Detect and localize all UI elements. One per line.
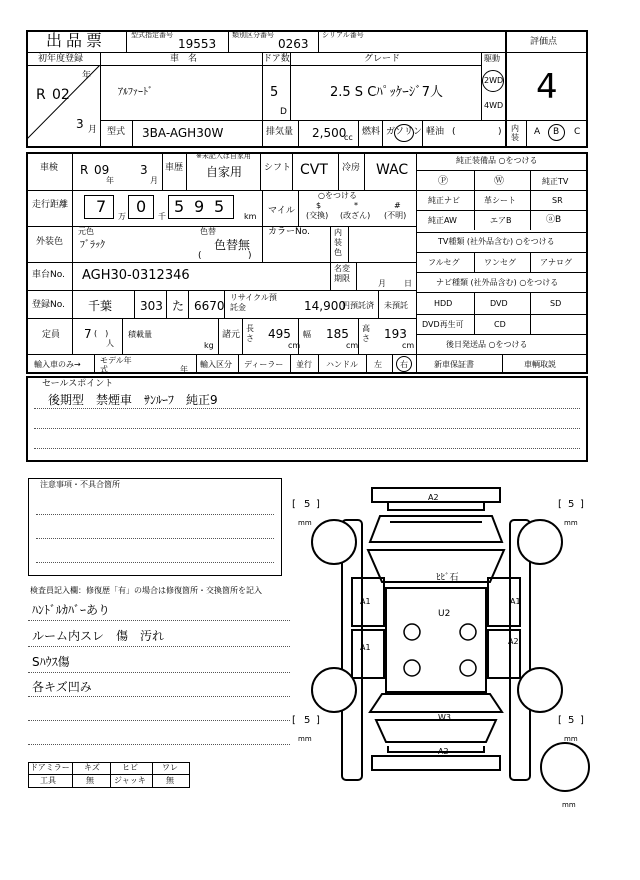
mark-a1-left-top: A1: [360, 597, 371, 606]
katashiki-label: 型式指定番号: [131, 31, 173, 39]
car-name-value: ｱﾙﾌｧｰﾄﾞ: [118, 87, 153, 98]
tire-fl-value: 5: [304, 499, 311, 510]
katashiki-value: 19553: [178, 37, 217, 51]
color-no-label: カラーNo.: [268, 227, 310, 237]
caution-label: 注意事項・不具合箇所: [40, 480, 120, 489]
note-line-1: ﾊﾝﾄﾞﾙｶﾊﾞｰあり: [32, 603, 111, 617]
genuine-label: 純正装備品 ○をつける: [456, 156, 538, 165]
first-reg-year: 02: [52, 87, 70, 103]
height-value: 193: [384, 327, 407, 341]
mark-a2-top: A2: [428, 493, 439, 502]
mark-a2-right: A2: [508, 637, 519, 646]
first-reg-era: R: [36, 87, 46, 103]
serial-label: シリアル番号: [322, 31, 364, 39]
mileage-digit-3: 5: [174, 197, 185, 216]
score-value: 4: [536, 67, 558, 107]
plate-num: 6670: [194, 299, 225, 313]
later-label: 後日発送品 ○をつける: [446, 340, 528, 349]
car-name-label: 車 名: [170, 54, 198, 64]
mark-u2: U2: [438, 609, 451, 619]
inspector-label: 検査員記入欄：修復歴「有」の場合は修復箇所・交換箇所を記入: [30, 586, 262, 595]
shaken-year: 09: [94, 163, 110, 177]
fuel-gas: ガソリン: [386, 127, 423, 137]
note-line-4: 各キズ凹み: [32, 680, 92, 694]
form-title: 出品票: [46, 31, 107, 50]
mileage-digit-2: 0: [136, 197, 147, 216]
mileage-digit-4: 9: [194, 197, 205, 216]
recycle-label: リサイクル預託金: [230, 293, 277, 312]
grade-value: 2.5 S Cﾊﾟｯｹｰｼﾞ7人: [330, 85, 444, 100]
drive-2wd: 2WD: [484, 76, 504, 85]
handle-right: 右: [400, 360, 408, 369]
spare-tire: [540, 742, 590, 792]
ac-label: 冷房: [342, 163, 361, 173]
mileage-label: 走行距離: [32, 200, 69, 210]
ac-value: WAC: [376, 162, 409, 178]
tire-rl-value: 5: [304, 715, 311, 726]
tv-label: TV種類 (社外品含む) ○をつける: [438, 237, 555, 246]
door-label: ドア数: [263, 54, 290, 64]
color-label: 外装色: [36, 237, 64, 247]
plate-class: 303: [140, 299, 163, 313]
mileage-digit-5: 5: [214, 197, 225, 216]
capacity-value: 7: [84, 327, 92, 341]
color-orig-value: ﾌﾞﾗｯｸ: [80, 240, 105, 251]
name-change-label: 名変期限: [334, 264, 350, 283]
mile-label: マイル: [268, 206, 295, 216]
fuel-light: 軽油: [426, 127, 445, 137]
plate-kana: た: [172, 299, 185, 313]
navi-label: ナビ種類 (社外品含む) ○をつける: [436, 278, 559, 287]
mark-a1-right-top: A1: [510, 597, 521, 606]
drive-4wd: 4WD: [484, 101, 504, 110]
mileage-digit-1: 7: [96, 197, 107, 216]
interior-label: 内装: [511, 124, 519, 142]
fuel-label: 燃料: [362, 127, 381, 137]
tire-rr-value: 5: [568, 715, 575, 726]
handle-selected-circle: [396, 356, 412, 372]
shift-value: CVT: [300, 162, 328, 178]
load-label: 積載量: [128, 330, 152, 339]
capacity-label: 定員: [42, 330, 61, 340]
shift-label: シフト: [264, 163, 292, 173]
grade-label: グレード: [364, 54, 401, 64]
first-reg-label: 初年度登録: [38, 54, 84, 64]
sales-label: セールスポイント: [42, 379, 114, 389]
mark-a2-bottom: A2: [438, 747, 449, 756]
mark-hibi: ﾋﾋﾞ石: [436, 573, 459, 583]
chassis-value: AGH30-0312346: [82, 268, 190, 283]
plate-pref: 千葉: [88, 299, 113, 313]
door-value: 5: [270, 85, 279, 100]
length-value: 495: [268, 327, 291, 341]
recycle-value: 14,900: [304, 299, 346, 313]
dims-label: 諸元: [222, 330, 241, 340]
sales-text: 後期型 禁煙車 ｻﾝﾙｰﾌ 純正9: [48, 393, 218, 407]
import-label: 輸入車のみ→: [34, 360, 81, 369]
ruibetsu-label: 類別区分番号: [232, 31, 274, 39]
int-color-label: 内装色: [334, 228, 342, 257]
model-label: 型式: [107, 127, 126, 137]
history-label: 車歴: [165, 163, 184, 173]
shaken-month: 3: [140, 163, 148, 177]
note-line-2: ルーム内スレ 傷 汚れ: [32, 629, 165, 643]
model-value: 3BA-AGH30W: [142, 126, 224, 140]
mark-a1-left-bot: A1: [360, 643, 371, 652]
first-reg-month: 3: [76, 117, 84, 131]
tire-fr-value: 5: [568, 499, 575, 510]
ruibetsu-value: 0263: [278, 37, 309, 51]
drive-label: 駆動: [484, 54, 500, 63]
disp-label: 排気量: [266, 127, 294, 137]
mark-w3: W3: [438, 713, 451, 722]
plate-label: 登録No.: [32, 300, 65, 310]
score-label: 評価点: [530, 37, 558, 47]
disp-value: 2,500: [312, 126, 347, 140]
note-line-3: Sﾊｳｽ傷: [32, 655, 70, 669]
width-value: 185: [326, 327, 349, 341]
chassis-label: 車台No.: [32, 270, 65, 280]
history-value: 自家用: [206, 165, 243, 179]
shaken-label: 車検: [40, 163, 59, 173]
interior-selected-circle: [548, 124, 565, 141]
fuel-selected-circle: [394, 124, 414, 142]
color-change-value: 色替無: [214, 238, 251, 252]
